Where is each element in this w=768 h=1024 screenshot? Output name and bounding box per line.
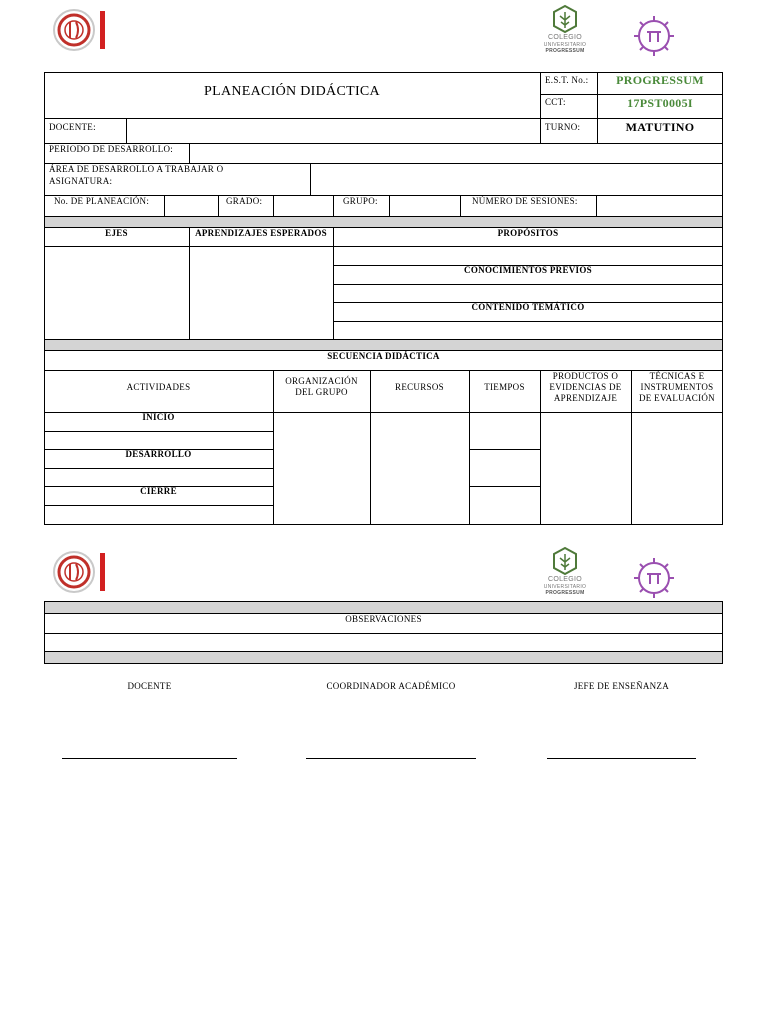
tecnicas-header-line-3: DE EVALUACIÓN <box>639 393 715 403</box>
inicio-label: INICIO <box>142 412 175 422</box>
docente-label: DOCENTE: <box>49 122 96 132</box>
ejes-header: EJES <box>105 228 128 238</box>
colegio-logo-line-3: PROGRESSUM <box>545 48 585 54</box>
signature-line-docente <box>62 758 237 759</box>
observaciones-header: OBSERVACIONES <box>345 614 422 624</box>
recursos-header: RECURSOS <box>395 382 444 392</box>
school-seal-logo <box>52 6 108 54</box>
signature-docente-label: DOCENTE <box>127 681 172 691</box>
separator-bar <box>44 651 723 664</box>
signature-line-coordinador <box>306 758 476 759</box>
tiempos-header: TIEMPOS <box>484 382 525 392</box>
cierre-label: CIERRE <box>140 486 177 496</box>
separator-bar <box>44 601 723 614</box>
cct-label: CCT: <box>545 97 566 107</box>
aprendizajes-header: APRENDIZAJES ESPERADOS <box>195 228 327 238</box>
secuencia-header: SECUENCIA DIDÁCTICA <box>327 351 440 361</box>
planeacion-label: No. DE PLANEACIÓN: <box>54 196 150 206</box>
turno-label: TURNO: <box>545 122 581 132</box>
colegio-logo-line-3: PROGRESSUM <box>545 590 585 596</box>
propositos-header: PROPÓSITOS <box>497 228 559 238</box>
colegio-progressum-logo <box>536 4 596 60</box>
colegio-logo-line-1: COLEGIO <box>548 34 582 41</box>
est-label: E.S.T. No.: <box>545 75 589 85</box>
desarrollo-label: DESARROLLO <box>125 449 192 459</box>
colegio-logo-line-2: UNIVERSITARIO <box>543 584 587 590</box>
productos-header-line-1: PRODUCTOS O <box>552 371 619 381</box>
colegio-logo-line-2: UNIVERSITARIO <box>543 42 587 48</box>
organizacion-header-line-1: ORGANIZACIÓN <box>285 376 358 386</box>
area-label-line-1: ÁREA DE DESARROLLO A TRABAJAR O <box>49 164 224 174</box>
sesiones-label: NÚMERO DE SESIONES: <box>472 196 578 206</box>
organizacion-header-line-2: DEL GRUPO <box>295 387 348 397</box>
signature-line-jefe <box>547 758 696 759</box>
colegio-logo-line-1: COLEGIO <box>548 576 582 583</box>
gear-seal-logo <box>626 554 684 602</box>
periodo-label: PERIODO DE DESARROLLO: <box>49 144 174 154</box>
contenido-header: CONTENIDO TEMÁTICO <box>471 302 585 312</box>
tecnicas-header-line-2: INSTRUMENTOS <box>640 382 714 392</box>
grado-label: GRADO: <box>226 196 263 206</box>
school-seal-logo <box>52 548 108 596</box>
form-title: PLANEACIÓN DIDÁCTICA <box>204 84 380 99</box>
area-label-line-2: ASIGNATURA: <box>49 176 113 186</box>
est-value: PROGRESSUM <box>616 73 704 87</box>
grupo-label: GRUPO: <box>343 196 378 206</box>
signature-coordinador-label: COORDINADOR ACADÉMICO <box>326 681 456 691</box>
actividades-header: ACTIVIDADES <box>126 382 191 392</box>
cct-value: 17PST0005I <box>627 96 693 110</box>
productos-header-line-3: APRENDIZAJE <box>553 393 618 403</box>
separator-bar <box>44 216 723 228</box>
signature-jefe-label: JEFE DE ENSEÑANZA <box>573 681 670 691</box>
conocimientos-header: CONOCIMIENTOS PREVIOS <box>464 265 592 275</box>
productos-header-line-2: EVIDENCIAS DE <box>549 382 622 392</box>
gear-seal-logo <box>626 12 684 60</box>
colegio-progressum-logo <box>536 546 596 602</box>
separator-bar <box>44 339 723 351</box>
tecnicas-header-line-1: TÉCNICAS E <box>649 371 705 381</box>
turno-value: MATUTINO <box>625 120 695 134</box>
